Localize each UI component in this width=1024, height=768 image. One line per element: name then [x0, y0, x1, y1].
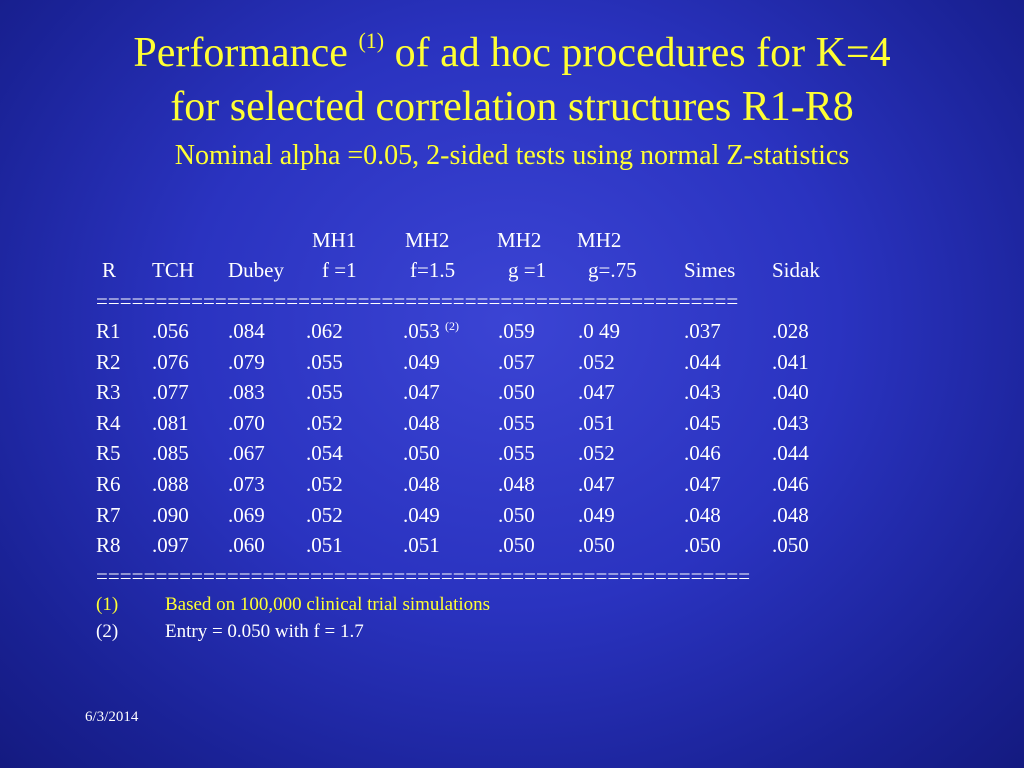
header-g075: g=.75 — [588, 258, 637, 282]
cell-dubey: .083 — [228, 380, 265, 405]
cell-mh1-f1: .051 — [306, 533, 343, 558]
cell-tch: .088 — [152, 472, 189, 496]
cell-tch: .097 — [152, 533, 189, 558]
cell-mh2-g075: .0 49 — [578, 319, 620, 343]
cell-sidak: .048 — [772, 502, 809, 527]
cell-dubey: .073 — [228, 472, 265, 496]
header-f15: f=1.5 — [410, 258, 456, 282]
cell-tch: .081 — [152, 410, 189, 435]
cell-mh2-g075: .052 — [578, 349, 615, 374]
header-top-mh1: MH1 — [312, 228, 357, 252]
title-line-1: Performance $^{(1)}$ of ad hoc procedures for K=4 — [133, 28, 891, 76]
cell-dubey: .079 — [228, 349, 265, 374]
cell-mh2-g1: .057 — [498, 349, 535, 374]
cell-simes: .044 — [684, 349, 721, 374]
header-simes: Simes — [684, 258, 736, 282]
cell-simes: .047 — [684, 472, 721, 496]
header-top-mh2-c: MH2 — [577, 228, 622, 252]
cell-mh2-g1: .050 — [498, 502, 535, 527]
cell-mh1-f1: .052 — [306, 410, 343, 435]
header-dubey: Dubey — [228, 258, 284, 282]
cell-mh2-f15: .053 $^{(2)}$ — [403, 319, 459, 343]
separator-top: ====================================================== — [96, 289, 739, 313]
cell-mh2-g1: .055 — [498, 441, 535, 466]
table-header — [0, 255, 1024, 285]
cell-dubey: .084 — [228, 319, 265, 343]
cell-mh1-f1: .052 — [306, 502, 343, 527]
header-sidak: Sidak — [772, 258, 820, 282]
title-footnote-ref: (1) — [358, 28, 385, 53]
cell-r: R1 — [96, 319, 121, 343]
header-g1: g =1 — [508, 258, 547, 282]
cell-mh2-g075: .049 — [578, 502, 615, 527]
header-r: R — [102, 258, 117, 282]
cell-mh2-f15: .048 — [403, 410, 440, 435]
cell-r: R7 — [96, 502, 121, 527]
cell-mh2-f15: .049 — [403, 502, 440, 527]
cell-mh2-f15: .048 — [403, 472, 440, 496]
cell-dubey: .060 — [228, 533, 265, 558]
cell-dubey: .069 — [228, 502, 265, 527]
table-row — [0, 316, 1024, 346]
cell-mh2-f15: .050 — [403, 441, 440, 466]
cell-mh2-g1: .055 — [498, 410, 535, 435]
header-f1: f =1 — [322, 258, 357, 282]
cell-mh2-g1: .048 — [498, 472, 535, 496]
table-row — [0, 438, 1024, 468]
cell-mh2-g1: .050 — [498, 380, 535, 405]
cell-mh1-f1: .052 — [306, 472, 343, 496]
cell-sidak: .028 — [772, 319, 809, 343]
subtitle: Nominal alpha =0.05, 2-sided tests using normal Z-statistics — [174, 140, 850, 171]
cell-mh2-f15: .047 — [403, 380, 440, 405]
table-row — [0, 347, 1024, 377]
footnote-2: (2) Entry = 0.050 with f = 1.7 — [96, 621, 364, 642]
cell-tch: .090 — [152, 502, 189, 527]
cell-simes: .043 — [684, 380, 721, 405]
cell-sidak: .046 — [772, 472, 809, 496]
cell-mh1-f1: .062 — [306, 319, 343, 343]
cell-mh2-g075: .050 — [578, 533, 615, 558]
cell-tch: .085 — [152, 441, 189, 466]
table-row — [0, 500, 1024, 530]
cell-simes: .037 — [684, 319, 721, 343]
cell-sidak: .043 — [772, 410, 809, 435]
cell-mh1-f1: .055 — [306, 380, 343, 405]
cell-mh2-g075: .051 — [578, 410, 615, 435]
cell-dubey: .070 — [228, 410, 265, 435]
cell-mh2-g075: .047 — [578, 380, 615, 405]
cell-simes: .046 — [684, 441, 721, 466]
cell-sidak: .040 — [772, 380, 809, 405]
header-top-mh2-b: MH2 — [497, 228, 542, 252]
table-row — [0, 408, 1024, 438]
cell-mh1-f1: .054 — [306, 441, 343, 466]
footnote-ref-2: (2) — [445, 319, 459, 333]
cell-mh2-f15: .051 — [403, 533, 440, 558]
cell-simes: .050 — [684, 533, 721, 558]
header-tch: TCH — [152, 258, 194, 282]
cell-sidak: .050 — [772, 533, 809, 558]
cell-mh2-g075: .052 — [578, 441, 615, 466]
table-header-top — [0, 225, 1024, 255]
cell-r: R4 — [96, 410, 121, 435]
table-row — [0, 377, 1024, 407]
cell-r: R6 — [96, 472, 121, 496]
cell-sidak: .041 — [772, 349, 809, 374]
title-line-2: for selected correlation structures R1-R8 — [170, 84, 854, 130]
table-row — [0, 469, 1024, 499]
cell-r: R3 — [96, 380, 121, 405]
cell-dubey: .067 — [228, 441, 265, 466]
cell-simes: .048 — [684, 502, 721, 527]
cell-mh2-g1: .050 — [498, 533, 535, 558]
footnote-1: (1) Based on 100,000 clinical trial simulations — [96, 594, 491, 615]
cell-sidak: .044 — [772, 441, 809, 466]
cell-mh1-f1: .055 — [306, 349, 343, 374]
cell-r: R8 — [96, 533, 121, 558]
cell-tch: .056 — [152, 319, 189, 343]
cell-mh2-f15: .049 — [403, 349, 440, 374]
cell-r: R5 — [96, 441, 121, 466]
cell-simes: .045 — [684, 410, 721, 435]
header-top-mh2-a: MH2 — [405, 228, 450, 252]
slide-date: 6/3/2014 — [85, 709, 139, 725]
separator-bottom: ======================================================= — [96, 564, 751, 588]
cell-mh2-g1: .059 — [498, 319, 535, 343]
cell-tch: .076 — [152, 349, 189, 374]
cell-mh2-g075: .047 — [578, 472, 615, 496]
table-row — [0, 530, 1024, 560]
cell-r: R2 — [96, 349, 121, 374]
cell-tch: .077 — [152, 380, 189, 405]
